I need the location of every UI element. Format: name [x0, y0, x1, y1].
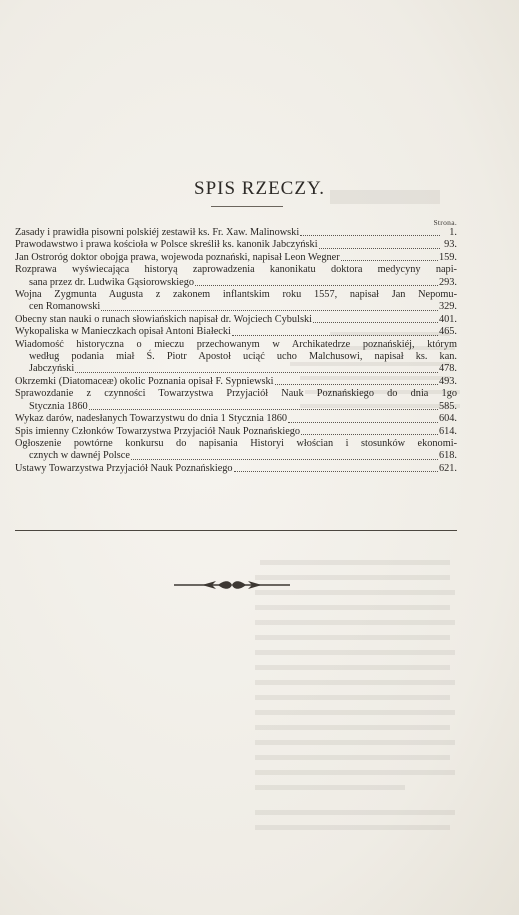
toc-entry-line [15, 363, 457, 375]
toc-entry [15, 438, 457, 463]
toc-entry-title: Wykopaliska w Manieczkach opisał Antoni Białecki [15, 326, 231, 338]
page-title: SPIS RZECZY. [194, 178, 325, 199]
toc-entry [15, 339, 457, 376]
toc-entry [15, 289, 457, 314]
dot-leader [319, 248, 440, 249]
dot-leader [341, 260, 438, 261]
toc-entry [15, 227, 457, 239]
toc-entry-line [15, 376, 457, 388]
toc-entry [15, 326, 457, 338]
toc-page-number: 614. [438, 425, 457, 437]
toc-entry-title: Prawodawstwo i prawa kościoła w Polsce skreślił ks. kanonik Jabczyński [15, 239, 318, 251]
toc-entry-title: Rozprawa wyświecająca historyą zaprowadzenia kanonikatu doktora medycyny napi- [15, 264, 457, 276]
toc-entry-line [15, 277, 457, 289]
toc-entry [15, 413, 457, 425]
dot-leader [300, 235, 440, 236]
toc-entry-title: cen Romanowski [29, 301, 101, 313]
toc-entry-title: Jabczyński [29, 363, 75, 375]
toc-page-number: 493. [438, 375, 457, 387]
toc-entry-line [15, 413, 457, 425]
toc-entry-line [15, 426, 457, 438]
toc-entry-title: sana przez dr. Ludwika Gąsiorowskiego [29, 276, 194, 288]
ornament-divider [172, 578, 292, 592]
toc-entry-line [15, 463, 457, 475]
toc-page-number: 621. [438, 462, 457, 474]
toc-page-number: 585. [438, 400, 457, 412]
toc-entry-title: Okrzemki (Diatomaceæ) okolic Poznania opisał F. Sypniewski [15, 375, 274, 387]
toc-entry-title: Stycznia 1860 [29, 400, 88, 412]
toc-entry [15, 388, 457, 413]
dot-leader [301, 434, 438, 435]
toc-entry-line [15, 239, 457, 251]
toc-entry-title: według podania miał Ś. Piotr Apostoł uciąć ucho Malchusowi, napisał ks. kan. [29, 351, 457, 363]
toc-entry [15, 426, 457, 438]
toc-entry-title: Sprawozdanie z czynności Towarzystwa Przyjaciół Nauk Poznańskiego do dnia 1go [15, 388, 457, 400]
table-of-contents [15, 227, 457, 475]
page-column-header: Strona. [433, 218, 457, 227]
dot-leader [101, 310, 438, 311]
toc-entry-title: Wiadomość historyczna o mieczu przechowanym w Archikatedrze poznańskiéj, którym [15, 338, 457, 350]
dot-leader [288, 422, 438, 423]
toc-page-number: 618. [438, 450, 457, 462]
toc-page-number: 604. [438, 413, 457, 425]
dot-leader [232, 335, 438, 336]
dot-leader [234, 471, 438, 472]
toc-page-number: 401. [438, 313, 457, 325]
title-rule [211, 206, 283, 207]
toc-entry-title: Wykaz darów, nadesłanych Towarzystwu do dnia 1 Stycznia 1860 [15, 413, 288, 425]
dot-leader [89, 409, 438, 410]
toc-entry-title: Jan Ostroróg doktor obojga prawa, wojewoda poznański, napisał Leon Wegner [15, 251, 340, 263]
toc-page-number: 293. [438, 276, 457, 288]
toc-page-number: 478. [438, 363, 457, 375]
toc-entry [15, 314, 457, 326]
end-rule [15, 530, 457, 531]
toc-page-number: 1. [449, 227, 457, 238]
toc-entry-title: Ogłoszenie powtórne konkursu do napisania Historyi włościan i stosunków ekonomi- [15, 437, 457, 449]
dot-leader [131, 459, 438, 460]
toc-entry-title: Zasady i prawidła pisowni polskiéj zestawił ks. Fr. Xaw. Malinowski [15, 227, 300, 238]
toc-page-number: 329. [438, 301, 457, 313]
toc-entry-title: Wojna Zygmunta Augusta z zakonem inflantskim roku 1557, napisał Jan Nepomu- [15, 289, 457, 301]
toc-page-number: 93. [444, 239, 457, 251]
toc-entry-title: Spis imienny Członków Towarzystwa Przyjaciół Nauk Poznańskiego [15, 425, 301, 437]
toc-entry [15, 376, 457, 388]
toc-entry-line [15, 252, 457, 264]
toc-entry-line [15, 401, 457, 413]
dot-leader [275, 384, 438, 385]
toc-entry-title: Obecny stan nauki o runach słowiańskich napisał dr. Wojciech Cybulski [15, 313, 312, 325]
toc-entry-line [15, 450, 457, 462]
toc-entry-title: cznych w dawnéj Polsce [29, 450, 130, 462]
toc-entry [15, 463, 457, 475]
toc-page-number: 465. [438, 326, 457, 338]
toc-entry-line [15, 314, 457, 326]
dot-leader [75, 372, 438, 373]
toc-entry-line [15, 326, 457, 338]
dot-leader [195, 285, 438, 286]
dot-leader [313, 322, 438, 323]
toc-page-number: 159. [438, 251, 457, 263]
toc-entry-title: Ustawy Towarzystwa Przyjaciół Nauk Poznańskiego [15, 462, 233, 474]
toc-entry-line [15, 301, 457, 313]
toc-entry [15, 239, 457, 251]
toc-entry [15, 264, 457, 289]
toc-entry-line [15, 227, 457, 239]
toc-entry [15, 252, 457, 264]
